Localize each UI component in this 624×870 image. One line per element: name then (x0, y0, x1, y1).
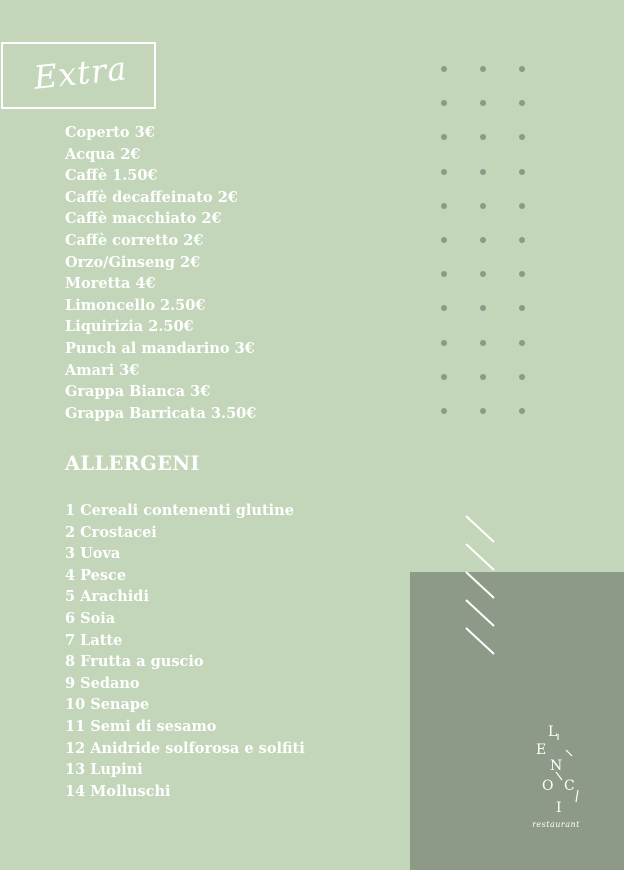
slash-line (466, 600, 494, 626)
logo-letter: I (556, 800, 562, 816)
decorative-dot (480, 100, 486, 106)
logo-letter: C (564, 778, 575, 794)
slash-line (466, 516, 494, 542)
allergen-item: 4 Pesce (65, 566, 127, 584)
decorative-dot (519, 237, 525, 243)
allergens-list (65, 500, 395, 802)
logo-letter: O (542, 778, 554, 794)
decorative-dot (519, 100, 525, 106)
decorative-dot (519, 374, 525, 380)
decorative-dot (441, 203, 447, 209)
logo-strokes (520, 720, 600, 820)
slash-line (466, 628, 494, 654)
extra-item: Punch al mandarino 3€ (65, 339, 255, 357)
allergen-item: 11 Semi di sesamo (65, 717, 217, 735)
decorative-dot (441, 408, 447, 414)
allergen-item: 14 Molluschi (65, 782, 171, 800)
allergen-item: 8 Frutta a guscio (65, 653, 204, 671)
extra-item: Caffè 1.50€ (65, 167, 158, 185)
decorative-dot (480, 237, 486, 243)
extra-item: Coperto 3€ (65, 124, 155, 141)
title-frame (1, 42, 156, 109)
allergen-item: 2 Crostacei (65, 523, 157, 541)
decorative-dot (441, 237, 447, 243)
extra-item: Amari 3€ (65, 361, 140, 379)
slash-lines-decoration (460, 512, 500, 662)
allergen-item: 12 Anidride solforosa e solfiti (65, 739, 305, 757)
decorative-dot (480, 340, 486, 346)
decorative-dot (519, 271, 525, 277)
extra-item: Moretta 4€ (65, 275, 156, 293)
decorative-dot (519, 408, 525, 414)
decorative-dot (480, 66, 486, 72)
logo-letter: E (536, 742, 547, 758)
decorative-dot (480, 305, 486, 311)
restaurant-logo (520, 720, 600, 835)
decorative-dot (519, 203, 525, 209)
allergen-item: 10 Senape (65, 696, 150, 714)
decorative-dot (480, 374, 486, 380)
extra-item: Orzo/Ginseng 2€ (65, 253, 201, 271)
allergen-item: 7 Latte (65, 631, 123, 649)
decorative-dot (480, 169, 486, 175)
page-title: Extra (31, 49, 130, 97)
decorative-dot (441, 134, 447, 140)
logo-letter: N (550, 758, 563, 774)
extra-item: Caffè corretto 2€ (65, 231, 204, 249)
decorative-dot (519, 340, 525, 346)
extra-item: Caffè macchiato 2€ (65, 210, 222, 228)
decorative-dot (480, 203, 486, 209)
decorative-dot (480, 408, 486, 414)
extra-item: Grappa Bianca 3€ (65, 383, 211, 401)
decorative-dot (441, 374, 447, 380)
allergens-heading: ALLERGENI (65, 452, 200, 475)
decorative-dot (441, 305, 447, 311)
slash-line (466, 572, 494, 598)
extra-item: Liquirizia 2.50€ (65, 318, 194, 336)
decorative-dot (519, 169, 525, 175)
decorative-dot (480, 271, 486, 277)
allergen-item: 13 Lupini (65, 761, 143, 779)
allergen-item: 1 Cereali contenenti glutine (65, 502, 294, 519)
logo-letter: L (548, 724, 558, 740)
slash-line (466, 544, 494, 570)
extras-list (65, 122, 395, 424)
decorative-dot (441, 271, 447, 277)
decorative-dot (441, 340, 447, 346)
allergen-item: 3 Uova (65, 545, 121, 563)
allergen-item: 6 Soia (65, 609, 116, 627)
decorative-dot (480, 134, 486, 140)
decorative-dot (519, 66, 525, 72)
extra-item: Caffè decaffeinato 2€ (65, 188, 238, 206)
logo-subtitle: restaurant (532, 820, 580, 829)
allergen-item: 5 Arachidi (65, 588, 149, 606)
decorative-dot (441, 169, 447, 175)
decorative-dot (441, 66, 447, 72)
decorative-dot (519, 305, 525, 311)
extra-item: Acqua 2€ (65, 145, 141, 163)
extra-item: Limoncello 2.50€ (65, 296, 206, 314)
decorative-dot (519, 134, 525, 140)
allergen-item: 9 Sedano (65, 674, 140, 692)
decorative-dot (441, 100, 447, 106)
extra-item: Grappa Barricata 3.50€ (65, 404, 257, 422)
